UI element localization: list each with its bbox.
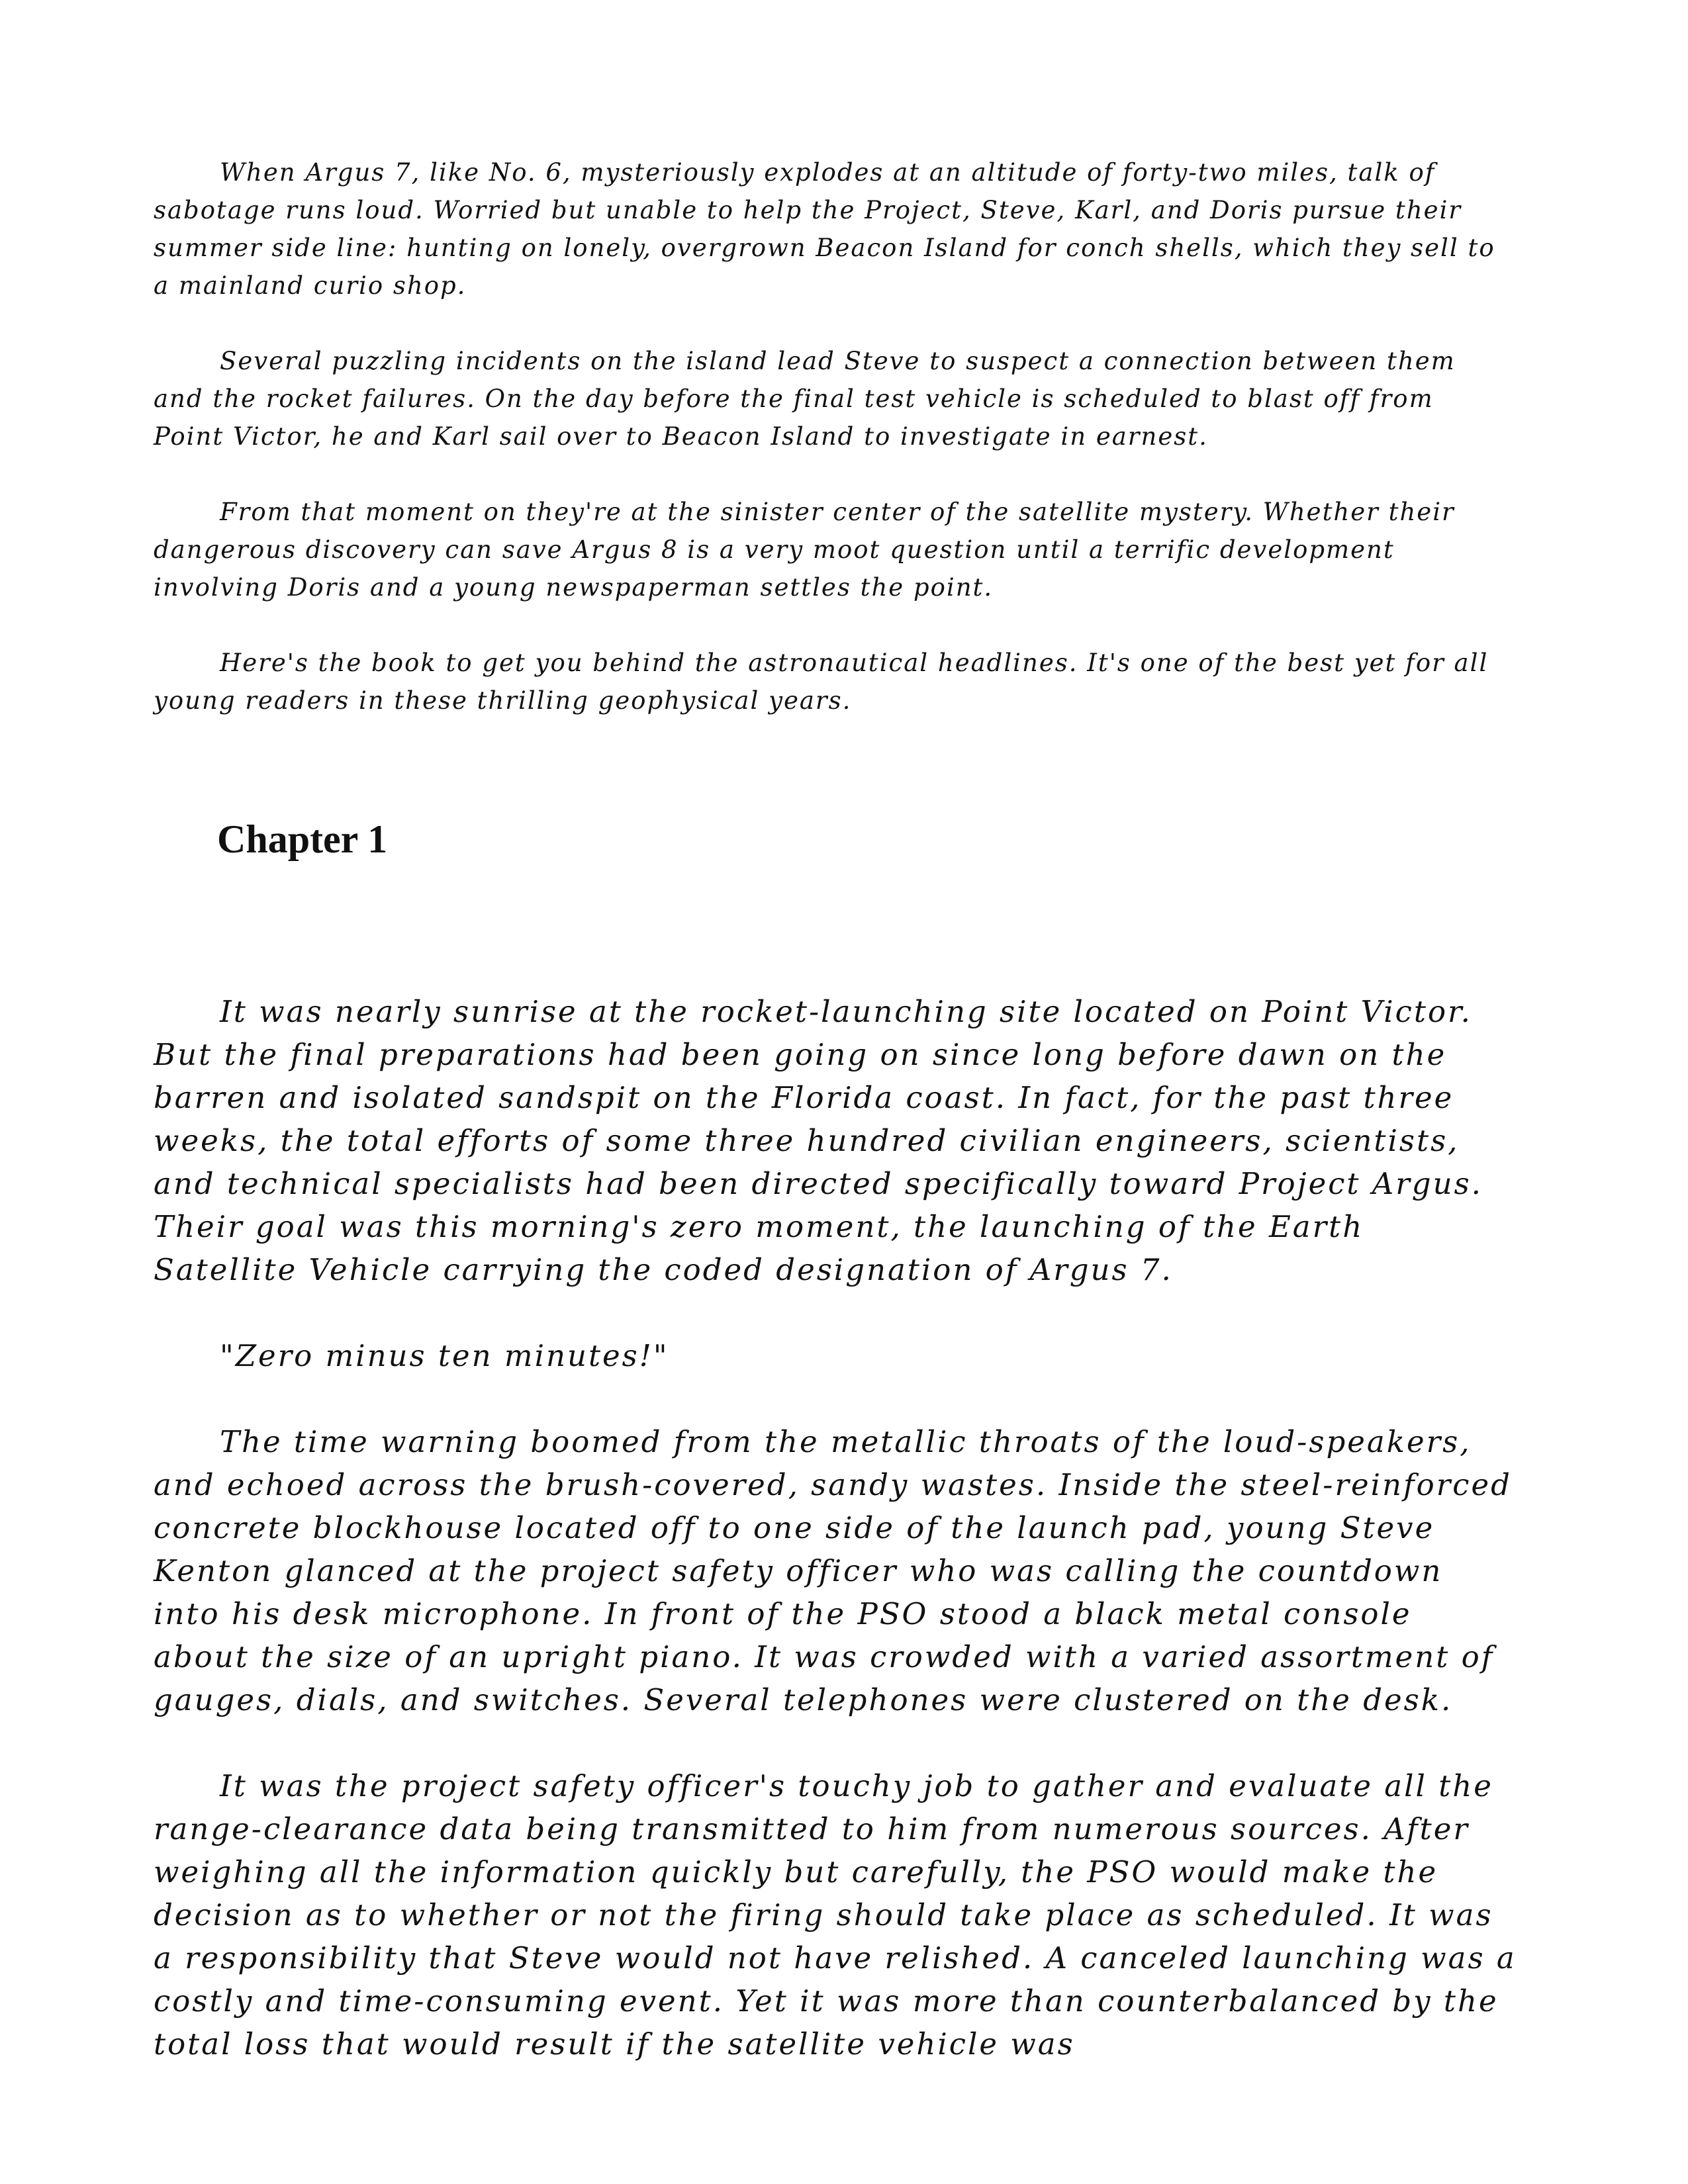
body-paragraph: It was the project safety officer's touchy job to gather and evaluate all the range-clearance data being transmitted to him from numerous sources. After weighing all the information quickly but carefully, the PSO would make the decision as to whether or not the firing should take place as scheduled. It was a responsibility that Steve would not have relished. A canceled launching was a costly and time-consuming event. Yet it was more than counterbalanced by the total loss that would result if the satellite vehicle was — [154, 1768, 1517, 2062]
blurb-paragraph: When Argus 7, like No. 6, mysteriously explodes at an altitude of forty-two miles, talk of sabotage runs loud. Worried but unable to help the Project, Steve, Karl, and Doris pursue their summer side line: hunting on lonely, overgrown Beacon Island for conch shells, which they sell to a mainland curio shop. — [154, 158, 1495, 300]
chapter-body — [154, 990, 1517, 2109]
chapter-title: Chapter 1 — [217, 817, 388, 861]
blurb-paragraph: From that moment on they're at the sinister center of the satellite mystery. Whether their dangerous discovery can save Argus 8 is a very moot question until a terrific development involving Doris and a young newspaperman settles the point. — [154, 498, 1455, 602]
jacket-blurb — [154, 154, 1504, 757]
body-paragraph: "Zero minus ten minutes!" — [220, 1338, 669, 1373]
body-paragraph: It was nearly sunrise at the rocket-launching site located on Point Victor. But the final preparations had been going on since long before dawn on the barren and isolated sandspit on the Florida coast. In fact, for the past three weeks, the total efforts of some three hundred civilian engineers, scientists, and technical specialists had been directed specifically toward Project Argus. Their goal was this morning's zero moment, the launching of the Earth Satellite Vehicle carrying the coded designation of Argus 7. — [154, 994, 1483, 1287]
blurb-paragraph: Several puzzling incidents on the island lead Steve to suspect a connection between them and the rocket failures. On the day before the final test vehicle is scheduled to blast off from Point Victor, he and Karl sail over to Beacon Island to investigate in earnest. — [154, 347, 1456, 451]
body-paragraph: The time warning boomed from the metallic throats of the loud-speakers, and echoed across the brush-covered, sandy wastes. Inside the steel-reinforced concrete blockhouse located off to one side of the launch pad, young Steve Kenton glanced at the project safety officer who was calling the countdown into his desk microphone. In front of the PSO stood a black metal console about the size of an upright piano. It was crowded with a varied assortment of gauges, dials, and switches. Several telephones were clustered on the desk. — [154, 1424, 1512, 1717]
blurb-paragraph: Here's the book to get you behind the astronautical headlines. It's one of the best yet for all young readers in these thrilling geophysical years. — [154, 649, 1489, 715]
